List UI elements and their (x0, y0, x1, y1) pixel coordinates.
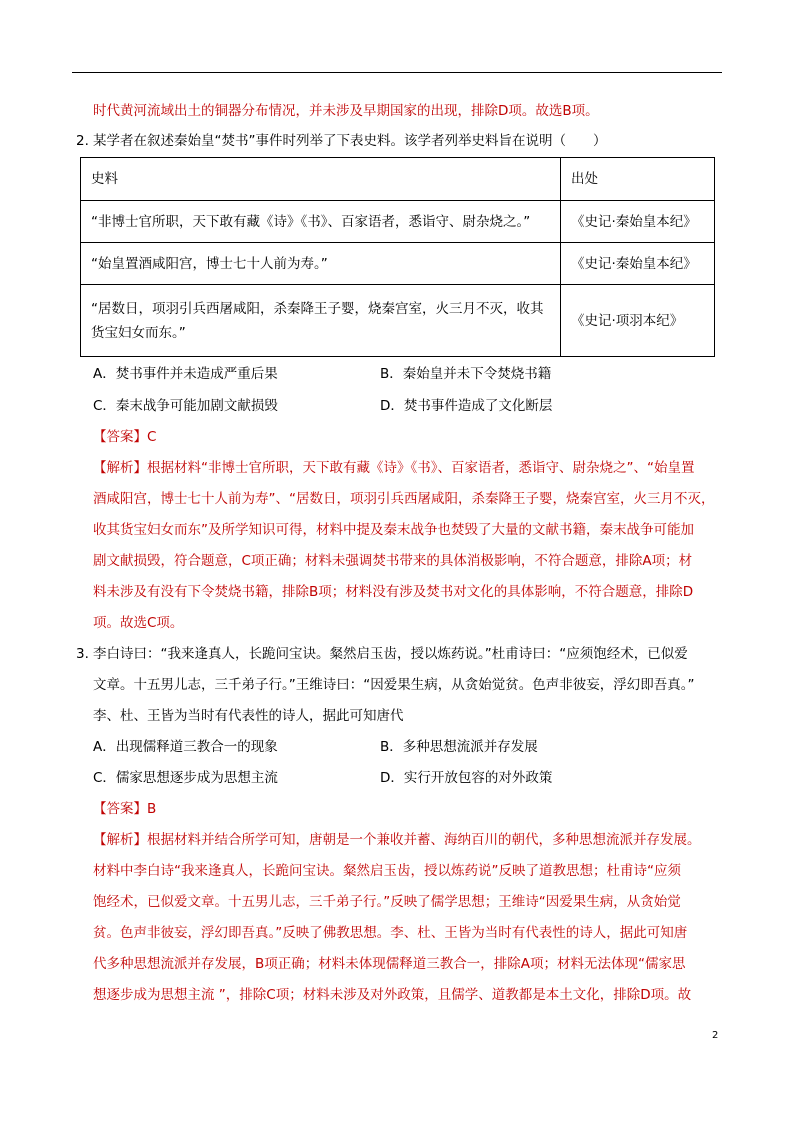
q3-analysis-line: 饱经术，已似爱文章。十五男儿志，三千弟子行。”反映了儒学思想；王维诗“因爱果生病，从贪始觉 (93, 894, 681, 910)
q3-stem-line: 李、杜、王皆为当时有代表性的诗人，据此可知唐代 (93, 708, 404, 724)
q3-analysis-line: 材料中李白诗“我来逢真人，长跪问宝诀。粲然启玉齿，授以炼药说”反映了道教思想；杜甫诗“应须 (93, 863, 681, 879)
table-cell-source: 《史记·项羽本纪》 (561, 285, 715, 357)
q2-stem: 某学者在叙述秦始皇“焚书”事件时列举了下表史料。该学者列举史料旨在说明（ ） (93, 133, 607, 149)
q3-stem-line: 文章。十五男儿志，三千弟子行。”王维诗曰：“因爱果生病，从贪始觉贫。色声非彼妄，浮幻即吾真。” (93, 677, 695, 693)
q2-option-c[interactable]: C．秦末战争可能加剧文献损毁 (93, 398, 278, 414)
prev-analysis-tail: 时代黄河流域出土的铜器分布情况，并未涉及早期国家的出现，排除D项。故选B项。 (93, 103, 599, 119)
q3-analysis-line: 【解析】根据材料并结合所学可知，唐朝是一个兼收并蓄、海纳百川的朝代，多种思想流派并存发展。 (93, 832, 701, 848)
q3-option-c[interactable]: C．儒家思想逐步成为思想主流 (93, 770, 278, 786)
table-row (81, 285, 715, 357)
header-rule (72, 72, 722, 73)
q3-answer: 【答案】B (93, 801, 157, 817)
q2-answer: 【答案】C (93, 429, 157, 445)
table-cell-text: “居数日，项羽引兵西屠咸阳，杀秦降王子婴，烧秦宫室，火三月不灭，收其货宝妇女而东。” (81, 285, 561, 357)
q2-source-table (80, 157, 715, 357)
q3-option-a[interactable]: A．出现儒释道三教合一的现象 (93, 739, 278, 755)
page-number: 2 (712, 1030, 719, 1041)
q2-analysis-line: 收其货宝妇女而东”及所学知识可得，材料中提及秦末战争也焚毁了大量的文献书籍，秦末战争可能加 (93, 522, 694, 538)
q2-number: 2. (76, 133, 89, 149)
table-row (81, 243, 715, 285)
table-cell-text: “非博士官所职，天下敢有藏《诗》《书》、百家语者，悉诣守、尉杂烧之。” (81, 201, 561, 243)
q2-analysis-line: 项。故选C项。 (93, 615, 184, 631)
table-cell-source: 《史记·秦始皇本纪》 (561, 201, 715, 243)
q2-analysis-line: 【解析】根据材料“非博士官所职，天下敢有藏《诗》《书》、百家语者，悉诣守、尉杂烧之”、“始皇置 (93, 460, 695, 476)
q3-option-b[interactable]: B．多种思想流派并存发展 (380, 739, 538, 755)
q2-analysis-line: 酒咸阳宫，博士七十人前为寿”、“居数日，项羽引兵西屠咸阳，杀秦降王子婴，烧秦宫室，火三月不灭， (93, 491, 715, 507)
q3-number: 3. (76, 646, 89, 662)
table-header-source-text: 史料 (81, 158, 561, 201)
table-cell-source: 《史记·秦始皇本纪》 (561, 243, 715, 285)
table-row (81, 201, 715, 243)
q3-analysis-line: 想逐步成为思想主流 ”，排除C项；材料未涉及对外政策，且儒学、道教都是本土文化，排除D项。故 (93, 987, 692, 1003)
q2-analysis-line: 剧文献损毁，符合题意，C项正确；材料未强调焚书带来的具体消极影响，不符合题意，排除A项；材 (93, 553, 693, 569)
table-header-origin: 出处 (561, 158, 715, 201)
q3-stem-line: 李白诗曰：“我来逢真人，长跪问宝诀。粲然启玉齿，授以炼药说。”杜甫诗曰：“应须饱经术，已似爱 (93, 646, 688, 662)
table-header-row (81, 158, 715, 201)
q2-option-a[interactable]: A．焚书事件并未造成严重后果 (93, 366, 278, 382)
q2-option-d[interactable]: D．焚书事件造成了文化断层 (380, 398, 553, 414)
q3-analysis-line: 贫。色声非彼妄，浮幻即吾真。”反映了佛教思想。李、杜、王皆为当时有代表性的诗人，据此可知唐 (93, 925, 688, 941)
table-cell-text: “始皇置酒咸阳宫，博士七十人前为寿。” (81, 243, 561, 285)
q2-analysis-line: 料未涉及有没有下令焚烧书籍，排除B项；材料没有涉及焚书对文化的具体影响，不符合题意，排除D (93, 584, 694, 600)
q3-option-d[interactable]: D．实行开放包容的对外政策 (380, 770, 553, 786)
q2-option-b[interactable]: B．秦始皇并未下令焚烧书籍 (380, 366, 552, 382)
q3-analysis-line: 代多种思想流派并存发展，B项正确；材料未体现儒释道三教合一，排除A项；材料无法体现“儒家思 (93, 956, 686, 972)
